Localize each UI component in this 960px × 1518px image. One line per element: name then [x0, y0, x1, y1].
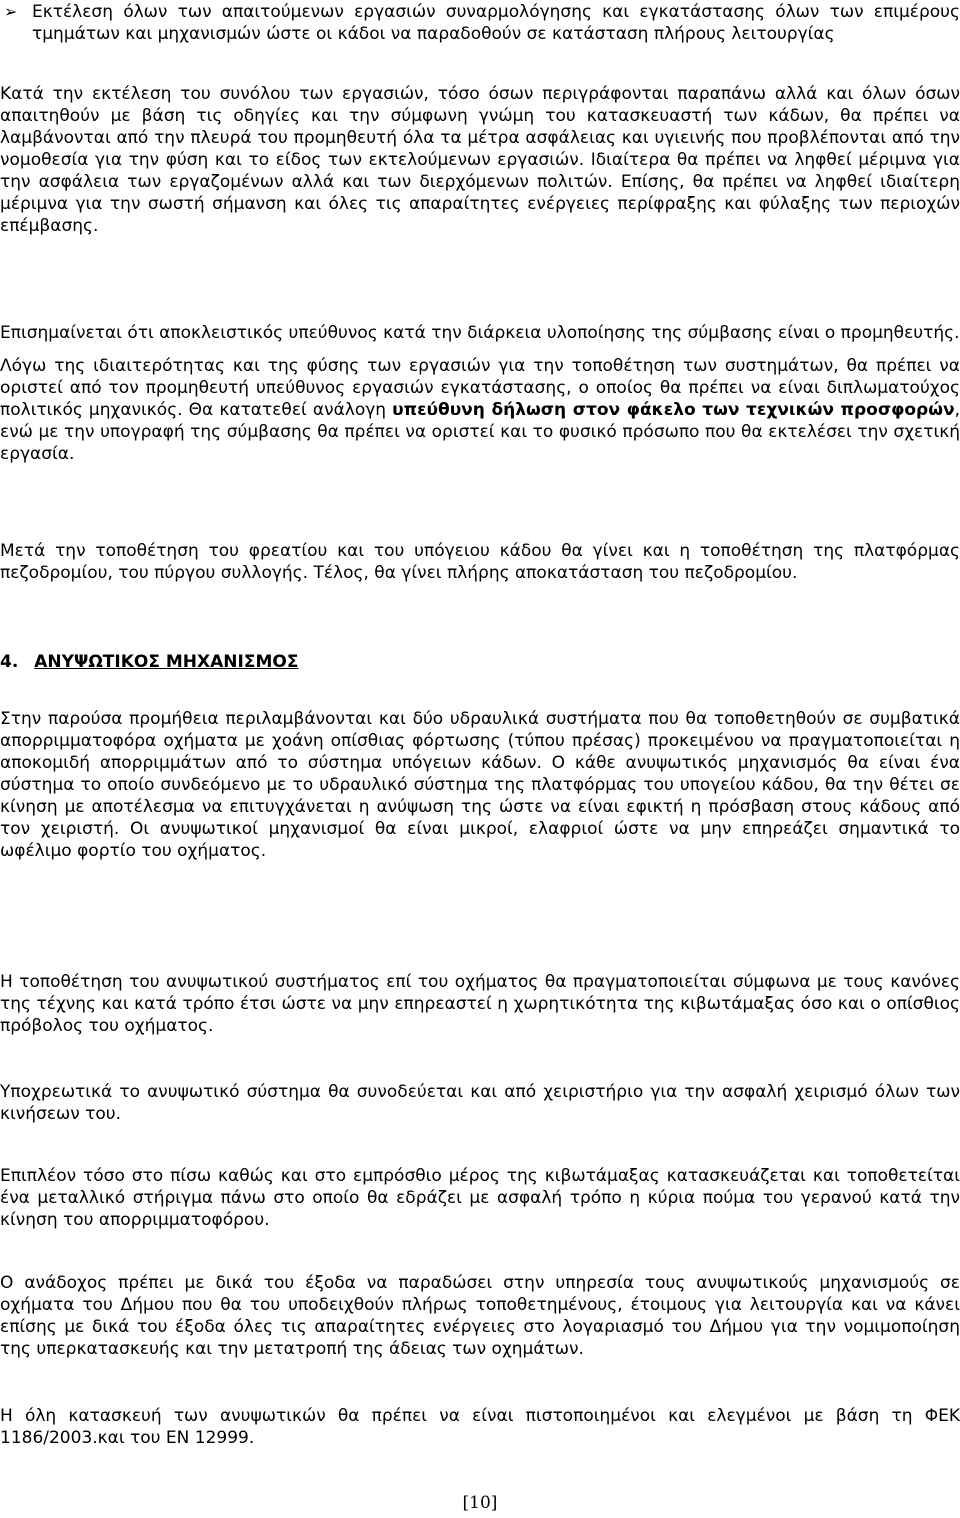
engineer-requirement: [0, 355, 960, 465]
section-title: ΑΝΥΨΩΤΙΚΟΣ ΜΗΧΑΝΙΣΜΟΣ: [34, 652, 299, 672]
section-heading: [0, 651, 960, 673]
paragraph-delivery: Ο ανάδοχος πρέπει με δικά του έξοδα να παραδώσει στην υπηρεσία τους ανυψωτικούς μηχανισμούς σε οχήματα του Δήμου που θα του υποδειχθούν πλήρως τοποθετημένους, έτοιμους για λειτουργία και να κάνει επίσης με δικά του έξοδα όλες τις απαραίτητες ενέργειες στο λογαριασμό του Δήμου για την νομιμοποίηση της υπερκατασκευής και την μετατροπή της άδειας των οχημάτων.: [0, 1273, 960, 1359]
paragraph-responsibility: [0, 322, 960, 465]
paragraph-support: Επιπλέον τόσο στο πίσω καθώς και στο εμπρόσθιο μέρος της κιβωτάμαξας κατασκευάζεται και τοποθετείται ένα μεταλλικό στήριγμα πάνω στο οποίο θα εδράζει με ασφαλή τρόπο η κύρια πούμα του γερανού κατά την κίνηση του απορριμματοφόρου.: [0, 1166, 960, 1230]
bullet-item: [0, 1, 960, 45]
engineer-text-end: , ενώ με την υπογραφή της σύμβασης θα πρέπει να οριστεί και το φυσικό πρόσωπο που θα εκτελέσει την σχετική εργασία.: [0, 400, 960, 464]
paragraph-mounting: Η τοποθέτηση του ανυψωτικού συστήματος επί του οχήματος θα πραγματοποιείται σύμφωνα με τους κανόνες της τέχνης και κατά τρόπο έτσι ώστε να μην επηρεαστεί η χωρητικότητα της κιβωτάμαξας όσο και ο οπίσθιος πρόβολος του οχήματος.: [0, 972, 960, 1036]
paragraph-certification: Η όλη κατασκευή των ανυψωτικών θα πρέπει να είναι πιστοποιημένοι και ελεγμένοι με βάση τη ΦΕΚ 1186/2003.και του ΕΝ 12999.: [0, 1406, 960, 1448]
paragraph-safety: Κατά την εκτέλεση του συνόλου των εργασιών, τόσο όσων περιγράφονται παραπάνω αλλά και όλων όσων απαιτηθούν με βάση τις οδηγίες και την σύμφωνη γνώμη του κατασκευαστή των κάδων, θα πρέπει να λαμβάνονται από την πλευρά του προμηθευτή όλα τα μέτρα ασφάλειας και υγιεινής που προβλέπονται από την νομοθεσία για την φύση και το είδος των εκτελούμενων εργασιών. Ιδιαίτερα θα πρέπει να ληφθεί μέριμνα για την ασφάλεια των εργαζομένων αλλά και των διερχόμενων πολιτών. Επίσης, θα πρέπει να ληφθεί ιδιαίτερη μέριμνα για την σωστή σήμανση και όλες τις απαραίτητες ενέργειες περίφραξης και φύλαξης των περιοχών επέμβασης.: [0, 84, 960, 236]
engineer-text-start: Λόγω της ιδιαιτερότητας και της φύσης των εργασιών για την τοποθέτηση των συστημάτων, θα πρέπει να οριστεί από τον προμηθευτή υπεύθυνος εργασιών εγκατάστασης, ο οποίος θα πρέπει να είναι διπλωματούχος πολιτικός μηχανικός. Θα κατατεθεί ανάλογη: [0, 356, 960, 420]
paragraph-lift-systems: Στην παρούσα προμήθεια περιλαμβάνονται και δύο υδραυλικά συστήματα που θα τοποθετηθούν σε συμβατικά απορριμματοφόρα οχήματα με χοάνη οπίσθιας φόρτωσης (τύπου πρέσας) προκειμένου να πραγματοποιείται η αποκομιδή απορριμμάτων από το σύστημα υπόγειων κάδων. Ο κάθε ανυψωτικός μηχανισμός θα είναι ένα σύστημα το οποίο συνδεόμενο με το υδραυλικό σύστημα της πλατφόρμας του υπογείου κάδου, θα την θέτει σε κίνηση με αποτέλεσμα να επιτυγχάνεται η ανύψωση της ώστε να είναι εφικτή η πρόσβαση στους κάδους από τον χειριστή. Οι ανυψωτικοί μηχανισμοί θα είναι μικροί, ελαφριοί ώστε να μην επηρεάζει σημαντικά το ωφέλιμο φορτίο του οχήματος.: [0, 709, 960, 861]
arrow-bullet-icon: ➢: [4, 2, 18, 21]
section-number: 4.: [0, 652, 19, 672]
paragraph-installation: Μετά την τοποθέτηση του φρεατίου και του υπόγειου κάδου θα γίνει και η τοποθέτηση της πλατφόρμας πεζοδρομίου, του πύργου συλλογής. Τέλος, θα γίνει πλήρης αποκατάσταση του πεζοδρομίου.: [0, 541, 960, 583]
declaration-emphasis: υπεύθυνη δήλωση στον φάκελο των τεχνικών προσφορών: [392, 400, 955, 420]
paragraph-controller: Υποχρεωτικά το ανυψωτικό σύστημα θα συνοδεύεται και από χειριστήριο για την ασφαλή χειρισμό όλων των κινήσεων του.: [0, 1082, 960, 1124]
bullet-text: Εκτέλεση όλων των απαιτούμενων εργασιών συναρμολόγησης και εγκατάστασης όλων των επιμέρους τμημάτων και μηχανισμών ώστε οι κάδοι να παραδοθούν σε κατάσταση πλήρους λειτουργίας: [32, 2, 960, 44]
responsibility-note: Επισημαίνεται ότι αποκλειστικός υπεύθυνος κατά την διάρκεια υλοποίησης της σύμβασης είναι ο προμηθευτής.: [0, 323, 960, 343]
page-number: [10]: [462, 1493, 498, 1513]
